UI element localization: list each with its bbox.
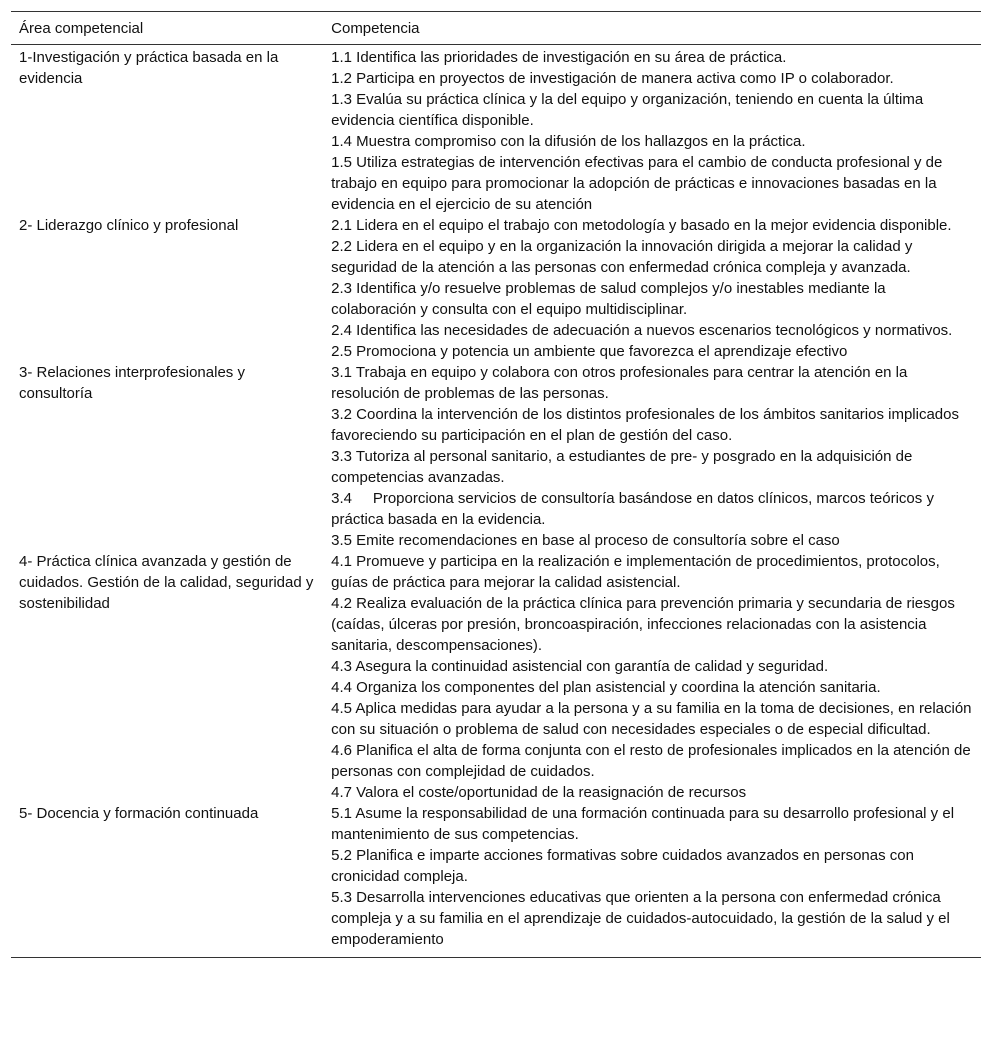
header-competence: Competencia — [323, 12, 981, 45]
competence-list — [331, 47, 973, 215]
competence-item: 1.5 Utiliza estrategias de intervención efectivas para el cambio de conducta profesional y de trabajo en equipo para promocionar la adopción de prácticas e innovaciones basadas en la evidencia en el ejercicio de su atención — [331, 154, 943, 213]
table-row — [11, 45, 981, 216]
competence-item: 4.3 Asegura la continuidad asistencial con garantía de calidad y seguridad. — [331, 658, 829, 675]
competence-item: 5.3 Desarrolla intervenciones educativas que orienten a la persona con enfermedad crónica compleja y a su familia en el aprendizaje de cuidados-autocuidado, la gestión de la salud y el empoderamiento — [331, 889, 950, 948]
competence-item: 2.1 Lidera en el equipo el trabajo con metodología y basado en la mejor evidencia disponible. — [331, 217, 952, 234]
competence-item: 4.6 Planifica el alta de forma conjunta con el resto de profesionales implicados en la atención de personas con complejidad de cuidados. — [331, 742, 971, 780]
competence-item: 3.1 Trabaja en equipo y colabora con otros profesionales para centrar la atención en la resolución de problemas de las personas. — [331, 364, 908, 402]
area-cell: 3- Relaciones interprofesionales y consultoría — [19, 364, 245, 402]
competency-table-container — [11, 11, 981, 958]
competence-list — [331, 362, 973, 551]
area-cell: 4- Práctica clínica avanzada y gestión de cuidados. Gestión de la calidad, seguridad y sostenibilidad — [19, 553, 314, 612]
table-row — [11, 215, 981, 362]
table-row — [11, 551, 981, 803]
competence-item: 2.2 Lidera en el equipo y en la organización la innovación dirigida a mejorar la calidad y seguridad de la atención a las personas con enfermedad crónica compleja y avanzada. — [331, 238, 913, 276]
competence-cell — [323, 803, 981, 958]
competence-item: 5.2 Planifica e imparte acciones formativas sobre cuidados avanzados en personas con cronicidad compleja. — [331, 847, 914, 885]
competence-item: 2.4 Identifica las necesidades de adecuación a nuevos escenarios tecnológicos y normativos. — [331, 322, 953, 339]
competence-item: 1.2 Participa en proyectos de investigación de manera activa como IP o colaborador. — [331, 70, 894, 87]
competence-item: 2.3 Identifica y/o resuelve problemas de salud complejos y/o inestables mediante la colaboración y consulta con el equipo multidisciplinar. — [331, 280, 886, 318]
competence-cell — [323, 215, 981, 362]
competence-item: 1.1 Identifica las prioridades de investigación en su área de práctica. — [331, 49, 787, 66]
header-row — [11, 12, 981, 45]
competence-cell — [323, 362, 981, 551]
competence-item: 4.4 Organiza los componentes del plan asistencial y coordina la atención sanitaria. — [331, 679, 881, 696]
table-row — [11, 803, 981, 958]
competence-item: 4.2 Realiza evaluación de la práctica clínica para prevención primaria y secundaria de riesgos (caídas, úlceras por presión, broncoaspiración, infecciones relacionadas con la asistencia sanitaria, descompensaciones). — [331, 595, 955, 654]
table-row — [11, 362, 981, 551]
competence-list — [331, 551, 973, 803]
competence-item: 3.5 Emite recomendaciones en base al proceso de consultoría sobre el caso — [331, 532, 840, 549]
competence-list — [331, 215, 973, 362]
area-cell: 1-Investigación y práctica basada en la evidencia — [19, 49, 279, 87]
competence-item: 4.5 Aplica medidas para ayudar a la persona y a su familia en la toma de decisiones, en relación con su situación o problema de salud con necesidades especiales o de especial dificultad. — [331, 700, 972, 738]
competence-item: 5.1 Asume la responsabilidad de una formación continuada para su desarrollo profesional y el mantenimiento de sus competencias. — [331, 805, 955, 843]
competence-item: 3.2 Coordina la intervención de los distintos profesionales de los ámbitos sanitarios implicados favoreciendo su participación en el plan de gestión del caso. — [331, 406, 959, 444]
table-header — [11, 12, 981, 45]
competence-item: 4.7 Valora el coste/oportunidad de la reasignación de recursos — [331, 784, 747, 801]
competence-item: 1.4 Muestra compromiso con la difusión de los hallazgos en la práctica. — [331, 133, 806, 150]
competence-cell — [323, 45, 981, 216]
area-cell: 5- Docencia y formación continuada — [11, 803, 323, 958]
table-body — [11, 45, 981, 958]
competence-item: 3.3 Tutoriza al personal sanitario, a estudiantes de pre- y posgrado en la adquisición de competencias avanzadas. — [331, 448, 913, 486]
competency-table — [11, 11, 981, 958]
competence-list — [331, 803, 973, 950]
area-cell: 2- Liderazgo clínico y profesional — [19, 217, 239, 234]
competence-item: 3.4 Proporciona servicios de consultoría basándose en datos clínicos, marcos teóricos y práctica basada en la evidencia. — [331, 490, 939, 528]
header-area: Área competencial — [11, 12, 323, 45]
competence-item: 2.5 Promociona y potencia un ambiente que favorezca el aprendizaje efectivo — [331, 343, 848, 360]
competence-item: 4.1 Promueve y participa en la realización e implementación de procedimientos, protocolos, guías de práctica para mejorar la calidad asistencial. — [331, 553, 940, 591]
competence-item: 1.3 Evalúa su práctica clínica y la del equipo y organización, teniendo en cuenta la última evidencia científica disponible. — [331, 91, 924, 129]
competence-cell — [323, 551, 981, 803]
